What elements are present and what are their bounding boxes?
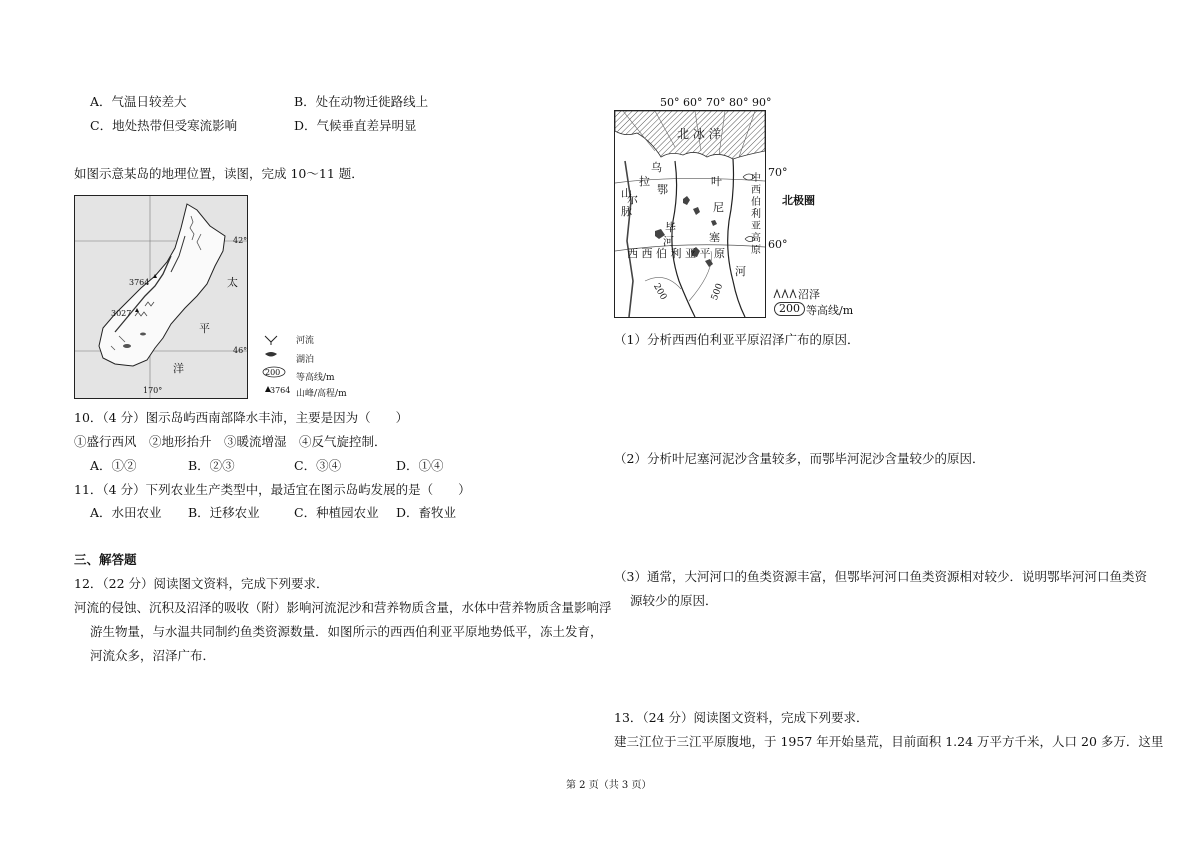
siberia-map	[614, 110, 766, 318]
legend-contour-siberia: 等高线/m	[806, 304, 854, 317]
legend-lake: 湖泊	[296, 355, 315, 365]
ural-label-3: 尔	[627, 193, 638, 206]
lon-170-label: 170°	[143, 386, 163, 395]
legend-contour-value: 200	[265, 368, 281, 377]
ural-label-1: 乌	[651, 161, 662, 174]
q10-option-b: B．②③	[188, 458, 235, 473]
q12-sub3-line2: 源较少的原因．	[630, 593, 718, 608]
q11-stem: 11．（4 分）下列农业生产类型中，最适宜在图示岛屿发展的是（ ）	[74, 482, 471, 497]
ob-label-2: 毕	[665, 221, 676, 234]
q10-option-a: A．①②	[90, 458, 137, 473]
lat-70-label: 70°	[768, 166, 788, 179]
legend-contour-value-siberia: 200	[774, 302, 805, 316]
ob-label-1: 鄂	[657, 183, 668, 196]
q12-para-line3: 河流众多，沼泽广布．	[90, 648, 216, 663]
island-map-graphic	[75, 196, 247, 398]
legend-contour: 等高线/m	[296, 373, 335, 383]
lat-60-label: 60°	[768, 238, 788, 251]
ocean-label-yang: 洋	[173, 362, 184, 375]
q12-sub3-line1: （3）通常，大河河口的鱼类资源丰富，但鄂毕河河口鱼类资源相对较少．说明鄂毕河河口鱼类资	[614, 569, 1147, 584]
section-title: 三、解答题	[74, 552, 137, 567]
q12-para-line2: 游生物量，与水温共同制约鱼类资源数量．如图所示的西西伯利亚平原地势低平，冻土发育，	[90, 624, 603, 639]
west-siberian-plain-label: 西 西 伯 利 亚 平 原	[627, 247, 725, 260]
legend-swamp: 沼泽	[798, 288, 820, 301]
ural-label-4: 山	[621, 187, 632, 200]
q9-option-c: C．地处热带但受寒流影响	[90, 118, 238, 133]
q9-option-d: D．气候垂直差异明显	[294, 118, 417, 133]
legend-peak: 山峰/高程/m	[296, 389, 347, 399]
yenisei-label-2: 尼	[713, 201, 724, 214]
ob-label-3: 河	[663, 235, 674, 248]
yenisei-label-1: 叶	[711, 175, 722, 188]
q12-stem: 12．（22 分）阅读图文资料，完成下列要求．	[74, 576, 329, 591]
yenisei-label-4: 河	[735, 265, 746, 278]
q13-stem: 13．（24 分）阅读图文资料，完成下列要求．	[614, 710, 869, 725]
swamp-icon	[772, 288, 798, 300]
q13-para-line1: 建三江位于三江平原腹地，于 1957 年开始垦荒，目前面积 1.24 万平方千米，人口 20 多万．这里	[614, 734, 1164, 749]
q11-option-b: B．迁移农业	[188, 505, 260, 520]
ocean-label-tai: 太	[227, 276, 238, 289]
central-siberian-plateau-label: 中西伯利亚高原	[751, 173, 761, 256]
q12-sub2: （2）分析叶尼塞河泥沙含量较多，而鄂毕河泥沙含量较少的原因．	[614, 451, 985, 466]
arctic-circle-label: 北极圈	[782, 194, 815, 207]
island-map	[74, 195, 248, 399]
q11-option-d: D．畜牧业	[396, 505, 457, 520]
q9-option-a: A．气温日较差大	[90, 94, 187, 109]
q12-sub1: （1）分析西西伯利亚平原沼泽广布的原因．	[614, 332, 860, 347]
page-footer: 第 2 页（共 3 页）	[566, 780, 652, 791]
legend-river: 河流	[296, 336, 315, 346]
ural-label-5: 脉	[621, 205, 632, 218]
contour-500-label: 500	[709, 282, 726, 302]
siberia-longitude-labels: 50° 60° 70° 80° 90°	[660, 96, 772, 109]
contour-200-label: 200	[650, 282, 669, 302]
lat-42-label: 42°	[233, 236, 248, 245]
q10-option-d: D．①④	[396, 458, 444, 473]
legend-peak-value: 3764	[270, 386, 291, 395]
q9-option-b: B．处在动物迁徙路线上	[294, 94, 429, 109]
peak-3027-label: 3027	[111, 309, 132, 318]
q11-option-a: A．水田农业	[90, 505, 162, 520]
peak-3764-label: 3764	[129, 278, 150, 287]
yenisei-label-3: 塞	[709, 231, 720, 244]
ocean-label-ping: 平	[199, 322, 210, 335]
q11-option-c: C．种植园农业	[294, 505, 379, 520]
q10-stem: 10．（4 分）图示岛屿西南部降水丰沛，主要是因为（ ）	[74, 410, 409, 425]
q10-factors: ①盛行西风 ②地形抬升 ③暖流增湿 ④反气旋控制．	[74, 434, 387, 449]
q12-para-line1: 河流的侵蚀、沉积及沼泽的吸收（附）影响河流泥沙和营养物质含量，水体中营养物质含量影响浮	[74, 600, 612, 615]
lat-46-label: 46°	[233, 346, 248, 355]
q10-option-c: C．③④	[294, 458, 342, 473]
q10-intro: 如图示意某岛的地理位置，读图，完成 10～11 题．	[74, 166, 364, 181]
ural-label-2: 拉	[639, 175, 650, 188]
arctic-ocean-label: 北 冰 洋	[677, 127, 721, 141]
